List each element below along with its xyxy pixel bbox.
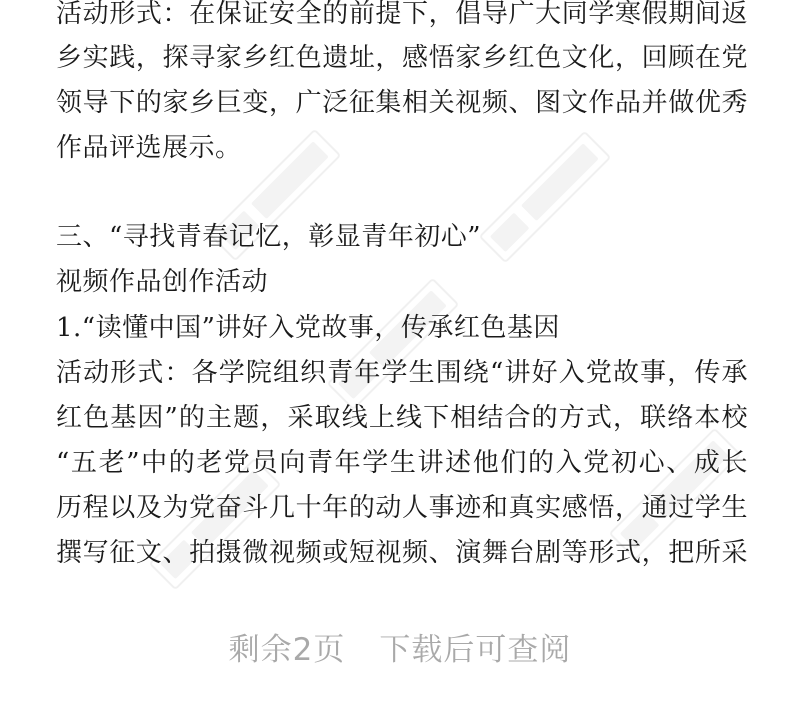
paragraph-line: 乡实践，探寻家乡红色遗址，感悟家乡红色文化，回顾在党 [56,43,748,73]
download-prompt-banner[interactable] [0,628,800,672]
paragraph-line: 领导下的家乡巨变，广泛征集相关视频、图文作品并做优秀 [56,88,748,118]
item-heading: 1.“读懂中国”讲好入党故事，传承红色基因 [56,313,560,343]
paragraph-line: 历程以及为党奋斗几十年的动人事迹和真实感悟，通过学生 [56,493,748,523]
download-to-view-label: 下载后可查阅 [379,632,572,668]
paragraph-line: “五老”中的老党员向青年学生讲述他们的入党初心、成长 [56,448,748,478]
section-heading: 三、“寻找青春记忆，彰显青年初心” [56,222,482,252]
watermark-logo [327,278,460,411]
section-subheading: 视频作品创作活动 [56,267,269,297]
paragraph-line: 活动形式：各学院组织青年学生围绕“讲好入党故事，传承 [56,358,748,388]
paragraph-line: 活动形式：在保证安全的前提下，倡导广大同学寒假期间返 [56,0,748,29]
paragraph-line: 撰写征文、拍摄微视频或短视频、演舞台剧等形式，把所采 [56,538,748,568]
watermark-logo [479,131,612,264]
paragraph-line: 红色基因”的主题，采取线上线下相结合的方式，联络本校 [56,403,748,433]
paragraph-line: 作品评选展示。 [56,133,242,163]
remaining-pages-label: 剩余2页 [228,632,346,668]
